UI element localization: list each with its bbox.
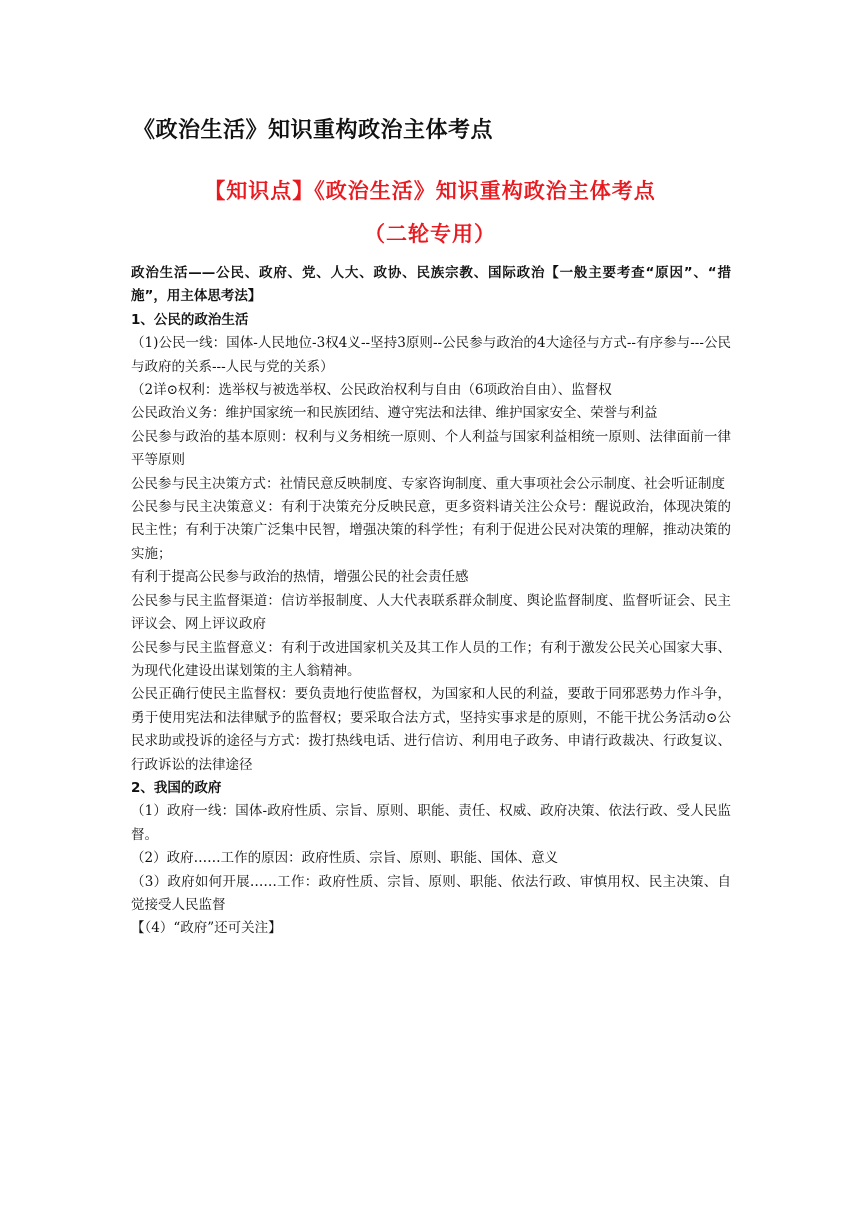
- document-title: 《政治生活》知识重构政治主体考点: [133, 118, 494, 143]
- body-paragraph: 公民参与民主监督渠道：信访举报制度、人大代表联系群众制度、舆论监督制度、监督听证会、民主评议会、网上评议政府: [131, 592, 731, 633]
- body-paragraph: （2）政府……工作的原因：政府性质、宗旨、原则、职能、国体、意义: [131, 850, 559, 867]
- body-paragraph: 公民政治义务：维护国家统一和民族团结、遵守宪法和法律、维护国家安全、荣誉与利益: [131, 405, 658, 422]
- body-paragraph: 有利于提高公民参与政治的热情，增强公民的社会责任感: [131, 569, 469, 586]
- red-heading: 【知识点】《政治生活》知识重构政治主体考点: [204, 179, 656, 203]
- body-paragraph: （1)公民一线：国体-人民地位-3权4义--坚持3原则--公民参与政治的4大途径与方式--有序参与---公民与政府的关系---人民与党的关系）: [131, 335, 731, 375]
- body-paragraph: （1）政府一线：国体-政府性质、宗旨、原则、职能、责任、权威、政府决策、依法行政、受人民监督。: [131, 803, 731, 843]
- body-paragraph: 政治生活——公民、政府、党、人大、政协、民族宗教、国际政治【一般主要考查“原因”、“措施”，用主体思考法】: [131, 265, 731, 305]
- body-paragraph: 公民参与民主决策方式：社情民意反映制度、专家咨询制度、重大事项社会公示制度、社会听证制度: [131, 475, 725, 492]
- body-paragraph: 公民参与民主监督意义：有利于改进国家机关及其工作人员的工作；有利于激发公民关心国家大事、为现代化建设出谋划策的主人翁精神。: [131, 639, 731, 679]
- section-heading-citizens: 1、公民的政治生活: [131, 311, 249, 328]
- body-paragraph: （3）政府如何开展……工作：政府性质、宗旨、原则、职能、依法行政、审慎用权、民主决策、自觉接受人民监督: [131, 873, 731, 913]
- body-paragraph: 【（4）“政府”还可关注】: [131, 920, 282, 937]
- body-paragraph: 公民参与民主决策意义：有利于决策充分反映民意，更多资料请关注公众号：醒说政治，体现决策的民主性；有利于决策广泛集中民智，增强决策的科学性；有利于促进公民对决策的理解，推动决策的实施；: [131, 499, 731, 562]
- body-paragraph: 公民参与政治的基本原则：权利与义务相统一原则、个人利益与国家利益相统一原则、法律面前一律平等原则: [131, 428, 731, 469]
- section-heading-government: 2、我国的政府: [131, 779, 222, 796]
- document-body: [131, 262, 731, 941]
- body-paragraph: （2详⊙权利：选举权与被选举权、公民政治权利与自由（6项政治自由）、监督权: [131, 382, 612, 399]
- red-subheading: （二轮专用）: [364, 222, 496, 246]
- body-paragraph: 公民正确行使民主监督权：要负责地行使监督权，为国家和人民的利益，要敢于同邪恶势力作斗争，勇于使用宪法和法律赋予的监督权；要采取合法方式，坚持实事求是的原则，不能干扰公务活动⊙公民求助或投诉的途径与方式：拨打热线电话、进行信访、利用电子政务、申请行政裁决、行政复议、行政诉讼的法律途径: [131, 686, 731, 773]
